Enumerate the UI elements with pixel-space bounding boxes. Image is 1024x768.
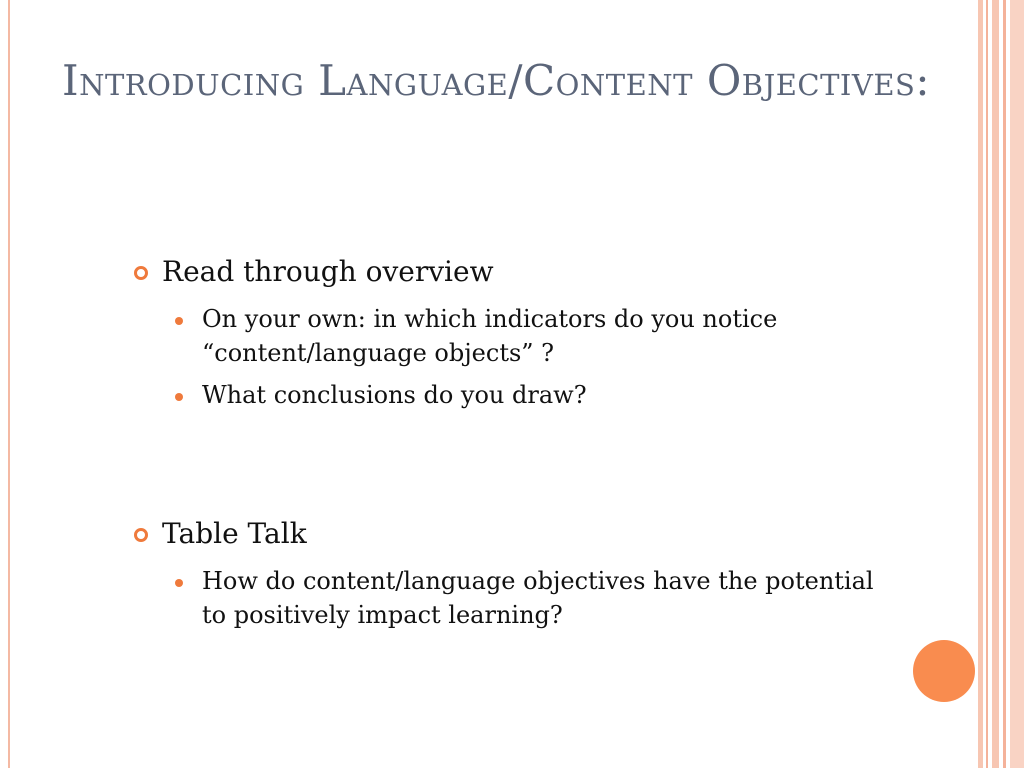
filled-dot-bullet-icon xyxy=(175,317,183,325)
right-stripe xyxy=(1003,0,1006,768)
slide-content xyxy=(132,254,892,632)
left-border-line xyxy=(8,0,10,768)
sub-bullet-text: How do content/language objectives have the potential to positively impact learning? xyxy=(202,567,874,629)
bullet-group xyxy=(132,516,892,632)
right-stripe xyxy=(992,0,999,768)
sub-bullet-list xyxy=(132,302,892,412)
right-stripe xyxy=(978,0,983,768)
bullet-level-2 xyxy=(132,378,892,412)
orange-circle-decoration xyxy=(913,640,975,702)
bullet-text: Read through overview xyxy=(162,255,494,288)
filled-dot-bullet-icon xyxy=(175,393,183,401)
slide-title: Introducing Language/Content Objectives: xyxy=(62,56,931,105)
bullet-group xyxy=(132,254,892,412)
bullet-level-2 xyxy=(132,564,892,632)
bullet-level-1 xyxy=(132,516,892,552)
hollow-circle-bullet-icon xyxy=(134,266,148,280)
sub-bullet-list xyxy=(132,564,892,632)
right-stripe xyxy=(1010,0,1024,768)
right-stripe xyxy=(986,0,988,768)
sub-bullet-text: What conclusions do you draw? xyxy=(202,381,587,409)
sub-bullet-text: On your own: in which indicators do you notice “content/language objects” ? xyxy=(202,305,778,367)
filled-dot-bullet-icon xyxy=(175,579,183,587)
hollow-circle-bullet-icon xyxy=(134,528,148,542)
bullet-level-1 xyxy=(132,254,892,290)
bullet-text: Table Talk xyxy=(162,517,307,550)
bullet-level-2 xyxy=(132,302,892,370)
